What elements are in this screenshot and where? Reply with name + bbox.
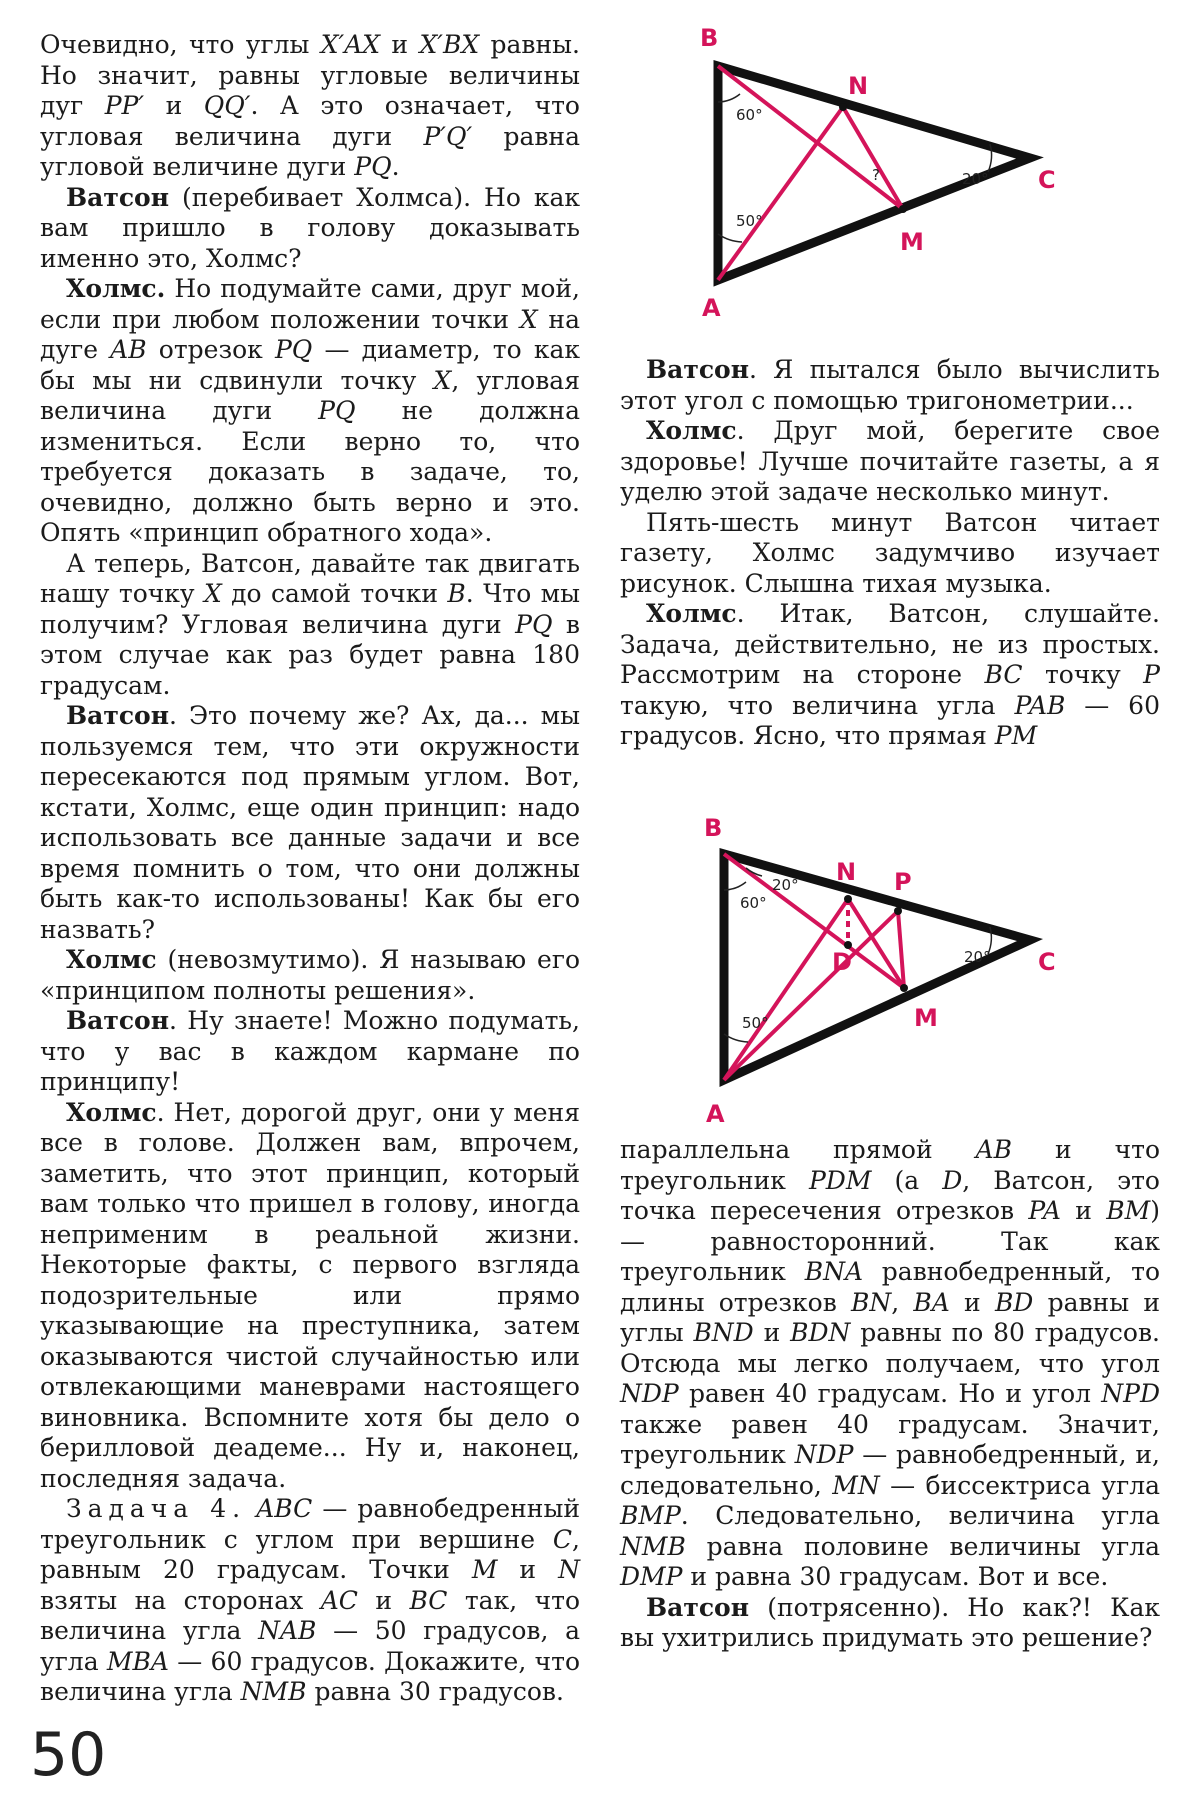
speaker-name: Ватсон: [66, 1006, 170, 1035]
fig1-label-c: C: [1038, 166, 1056, 194]
math-term: MBA: [106, 1646, 169, 1676]
paragraph: [620, 1593, 1160, 1654]
paragraph: [620, 508, 1160, 600]
speaker-name: Ватсон: [646, 355, 750, 384]
text-run: , Ватсон, это точка пересечения отрезков: [620, 1165, 1160, 1225]
text-run: и: [380, 30, 420, 59]
text-run: Очевидно, что углы: [40, 30, 321, 59]
fig2-label-d: D: [832, 948, 852, 976]
text-run: — биссектриса угла: [879, 1470, 1161, 1500]
text-run: до самой точки: [221, 579, 448, 608]
math-term: X: [203, 579, 222, 608]
right-column-top: [620, 355, 1160, 752]
math-term: D: [942, 1165, 963, 1195]
speaker-name: Ватсон: [646, 1592, 750, 1622]
text-run: равна угловой величине дуги: [40, 121, 581, 181]
paragraph: [40, 1006, 580, 1098]
math-term: BM: [1106, 1196, 1151, 1225]
text-run: точку: [1022, 660, 1144, 689]
text-run: и равна 30 градусам. Вот и все.: [682, 1562, 1109, 1591]
math-term: C: [552, 1524, 573, 1554]
math-term: MN: [832, 1470, 880, 1500]
text-run: и: [144, 91, 204, 120]
math-term: PA: [1028, 1196, 1061, 1225]
text-run: (а: [871, 1165, 943, 1195]
speaker-name: Холмс: [646, 599, 737, 628]
text-run: и: [497, 1555, 559, 1584]
text-run: (перебивает Холмса). Но как вам пришло в голову доказывать именно это, Холмс?: [40, 182, 580, 273]
paragraph: [40, 183, 580, 275]
math-term: B: [447, 579, 466, 608]
fig1-angle-c: 20°: [962, 170, 989, 188]
math-term: QQ′: [203, 91, 251, 120]
paragraph: [620, 1135, 1160, 1593]
math-term: BDN: [790, 1318, 851, 1347]
text-run: — 50 градусов, а угла: [40, 1616, 580, 1676]
math-term: BNA: [804, 1257, 864, 1286]
paragraph: [40, 30, 580, 183]
paragraph: [40, 1494, 580, 1708]
right-column-bottom: [620, 1135, 1160, 1654]
text-run: такую, что величина угла: [620, 690, 1015, 720]
math-term: PAB: [1014, 690, 1066, 720]
math-term: M: [471, 1555, 498, 1584]
speaker-name: Холмс.: [66, 274, 166, 303]
math-term: BC: [409, 1585, 448, 1615]
math-term: NPD: [1101, 1379, 1160, 1408]
fig2-label-n: N: [836, 858, 857, 886]
text-run: .: [391, 152, 400, 181]
math-term: PM: [994, 721, 1038, 750]
math-term: PP′: [104, 91, 145, 120]
triangle-figure-1: [700, 20, 1120, 340]
text-run: . А это означает, что угловая величина дуги: [40, 91, 580, 151]
text-run: и: [753, 1318, 791, 1347]
math-term: P′Q′: [423, 121, 473, 151]
text-run: . Итак, Ватсон, слушайте. Задача, действительно, не из простых. Рассмотрим на стороне: [620, 599, 1160, 689]
math-term: BA: [913, 1287, 950, 1317]
fig2-angle-b: 60°: [740, 894, 767, 912]
text-run: — равнобедренный треугольник с углом при вершине: [40, 1494, 581, 1554]
fig1-label-m: M: [900, 228, 924, 256]
text-run: и: [949, 1287, 995, 1317]
math-term: BN: [850, 1287, 892, 1317]
text-run: . Ну знаете! Можно подумать, что у вас в каждом кармане по принципу!: [40, 1006, 580, 1096]
text-run: и: [1060, 1196, 1107, 1225]
fig1-label-b: B: [700, 24, 719, 52]
math-term: NAB: [258, 1616, 317, 1645]
text-run: , угловая величина дуги: [40, 365, 580, 425]
math-term: AB: [975, 1135, 1013, 1164]
text-run: . Друг мой, берегите свое здоровье! Лучше почитайте газеты, а я уделю этой задаче несколько минут.: [620, 416, 1160, 506]
paragraph: [620, 355, 1160, 416]
text-run: Пять-шесть минут Ватсон читает газету, Холмс задумчиво изучает рисунок. Слышна тихая музыка.: [620, 507, 1160, 598]
math-term: BMP: [620, 1501, 681, 1530]
fig2-label-b: B: [704, 814, 723, 842]
paragraph: [40, 1098, 580, 1495]
text-run: равен 40 градусам. Но и угол: [678, 1379, 1102, 1408]
math-term: X′BX: [419, 30, 480, 59]
fig2-angle-c: 20°: [964, 948, 991, 966]
text-run: взяты на сторонах: [40, 1585, 321, 1615]
text-run: на дуге: [40, 304, 580, 364]
speaker-name: Холмс: [66, 945, 157, 974]
fig2-angle-b2: 20°: [772, 876, 799, 894]
text-run: . Что мы получим? Угловая величина дуги: [40, 579, 580, 639]
text-run: и что треугольник: [620, 1135, 1160, 1195]
fig1-angle-b: 60°: [736, 106, 763, 124]
paragraph: [40, 274, 580, 549]
math-term: P: [1143, 660, 1160, 689]
math-term: ABC: [256, 1494, 313, 1523]
math-term: BD: [994, 1287, 1034, 1317]
paragraph: [40, 701, 580, 945]
speaker-name: Ватсон: [66, 182, 170, 212]
math-term: PDM: [808, 1165, 872, 1195]
math-term: BND: [693, 1318, 754, 1347]
speaker-name: Холмс: [66, 1097, 157, 1127]
text-run: равны и углы: [620, 1287, 1160, 1347]
text-run: равна половине величины угла: [685, 1531, 1160, 1561]
fig1-label-n: N: [848, 72, 869, 100]
text-run: — равнобедренный, и, следовательно,: [620, 1440, 1160, 1500]
text-run: . Нет, дорогой друг, они у меня все в голове. Должен вам, впрочем, заметить, что этот принцип, который вам только что пришел в голову, иногда неприменим в реальной жизни. Некоторые факты, с первого взгляда подозрительные или прямо указывающие на преступника, затем оказываются чистой случайностью или отвлекающими маневрами настоящего виновника. Вспомните хотя бы дело о берилловой деадеме... Ну и, наконец, последняя задача.: [40, 1097, 580, 1493]
math-term: NMB: [620, 1531, 686, 1561]
text-run: равна 30 градусов.: [306, 1677, 564, 1706]
math-term: NDP: [620, 1379, 679, 1408]
text-run: . Это почему же? Ах, да... мы пользуемся тем, что эти окружности пересекаются под прямым углом. Вот, кстати, Холмс, еще один принцип: надо использовать все данные задачи и все время помнить о том, что они должны быть как-то использованы! Как бы его назвать?: [40, 701, 580, 944]
speaker-name: Ватсон: [66, 701, 170, 730]
text-run: А теперь, Ватсон, давайте так двигать нашу точку: [40, 548, 580, 608]
math-term: PQ: [354, 152, 392, 181]
fig1-label-a: A: [702, 294, 721, 322]
math-term: NDP: [794, 1440, 854, 1469]
math-term: NMB: [240, 1677, 307, 1706]
paragraph: [40, 945, 580, 1006]
text-run: так, что величина угла: [40, 1585, 580, 1645]
text-run: равнобедренный, то длины отрезков: [620, 1257, 1160, 1317]
fig2-label-m: M: [914, 1004, 938, 1032]
math-term: AC: [320, 1585, 358, 1615]
text-run: равны по 80 градусов. Отсюда мы легко получаем, что угол: [620, 1318, 1160, 1378]
text-run: в этом случае как раз будет равна 180 градусам.: [40, 609, 580, 700]
math-term: X: [519, 304, 538, 334]
text-run: . Я пытался было вычислить этот угол с помощью тригонометрии...: [620, 355, 1160, 415]
text-run: равны. Но значит, равны угловые величины дуг: [40, 30, 581, 120]
text-run: . Следовательно, величина угла: [680, 1501, 1160, 1530]
triangle-figure-2: [700, 810, 1120, 1140]
math-term: AB: [110, 335, 147, 364]
text-run: отрезок: [146, 335, 275, 364]
math-term: PQ: [274, 335, 313, 364]
text-run: ,: [891, 1287, 914, 1317]
math-term: X: [433, 365, 452, 395]
text-run: — 60 градусов. Ясно, что прямая: [620, 690, 1160, 750]
text-run: ) — равносторонний. Так как треугольник: [620, 1196, 1160, 1286]
paragraph: [40, 549, 580, 702]
text-run: параллельна прямой: [620, 1135, 976, 1164]
page-number: 50: [30, 1720, 107, 1790]
math-term: BC: [984, 660, 1023, 689]
math-term: DMP: [620, 1562, 683, 1591]
text-run: (потрясенно). Но как?! Как вы ухитрились придумать это решение?: [620, 1592, 1160, 1652]
text-run: не должна измениться. Если верно то, что требуется доказать в задаче, то, очевидно, должно быть верно и это. Опять «принцип обратного хода».: [40, 396, 580, 547]
math-term: PQ: [515, 609, 553, 639]
text-run: — 60 градусов. Докажите, что величина угла: [40, 1646, 580, 1706]
math-term: X′AX: [320, 30, 381, 59]
fig1-angle-a: 50°: [736, 212, 763, 230]
fig2-label-a: A: [706, 1100, 725, 1128]
fig2-label-c: C: [1038, 948, 1056, 976]
math-term: N: [558, 1555, 580, 1584]
text-run: Но подумайте сами, друг мой, если при любом положении точки: [40, 274, 580, 334]
left-column: [40, 30, 580, 1708]
text-run: Задача 4.: [66, 1494, 247, 1523]
text-run: также равен 40 градусам. Значит, треугольник: [620, 1409, 1160, 1469]
text-run: [246, 1494, 256, 1523]
speaker-name: Холмс: [646, 416, 737, 445]
paragraph: [620, 416, 1160, 508]
math-term: PQ: [318, 396, 356, 425]
text-run: (невозмутимо). Я называю его «принципом полноты решения».: [40, 945, 580, 1005]
text-run: — диаметр, то как бы мы ни сдвинули точку: [40, 335, 580, 395]
fig1-angle-unknown: ?: [872, 166, 880, 184]
text-run: и: [357, 1585, 410, 1615]
fig2-angle-a: 50°: [742, 1014, 769, 1032]
fig2-label-p: P: [894, 868, 912, 896]
paragraph: [620, 599, 1160, 752]
text-run: , равным 20 градусам. Точки: [40, 1524, 580, 1584]
